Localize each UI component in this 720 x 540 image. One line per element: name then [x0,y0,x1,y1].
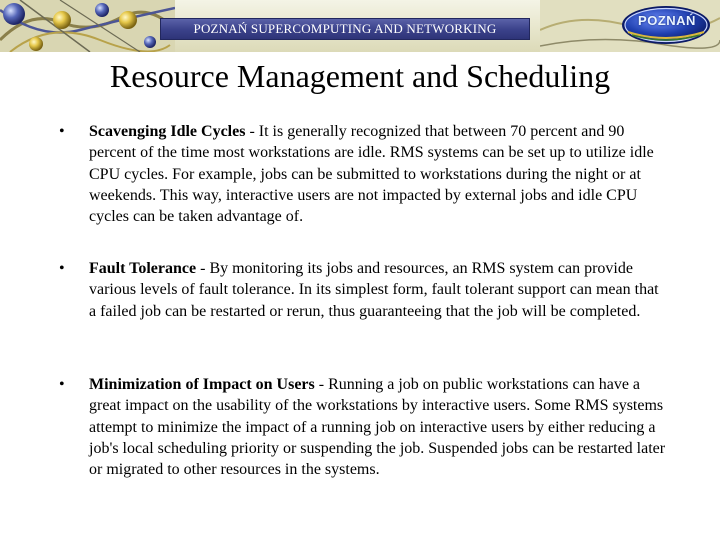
bullet-text [89,374,669,480]
bullet-text [89,121,669,227]
slide-title: Resource Management and Scheduling [109,58,611,94]
bullet-body: - It is generally recognized that between 70 percent and 90 percent of the time most workstations are idle. RMS systems can be set up to utilize idle CPU cycles. For example, jobs can be submitted to workstations during the night or at weekends. This way, interactive users are not impacted by external jobs and idle CPU cycles can be taken advantage of. [89,123,654,226]
bullet-text [89,258,669,322]
bullet-body: - By monitoring its jobs and resources, an RMS system can provide various levels of fault tolerance. In its simplest form, fault tolerant support can mean that a failed job can be restarted or rerun, thus guaranteeing that the job will be completed. [89,260,659,320]
organization-title: POZNAŃ SUPERCOMPUTING AND NETWORKING [160,18,530,40]
bullet-marker: • [59,376,65,393]
bullet-marker: • [59,260,65,277]
bullet-term: Minimization of Impact on Users [89,376,315,393]
bullet-body: - Running a job on public workstations can have a great impact on the usability of the workstations by interactive users. Some RMS systems attempt to minimize the impact of a running job on interactive users by either reducing a job's local scheduling priority or suspending the job. Suspended jobs can be restarted later or migrated to other resources in the systems. [89,376,666,479]
bullet-term: Scavenging Idle Cycles [89,123,246,140]
logo-text: POZNAŃ [638,13,696,28]
bullet-term: Fault Tolerance [89,260,197,277]
bullet-marker: • [59,123,65,140]
